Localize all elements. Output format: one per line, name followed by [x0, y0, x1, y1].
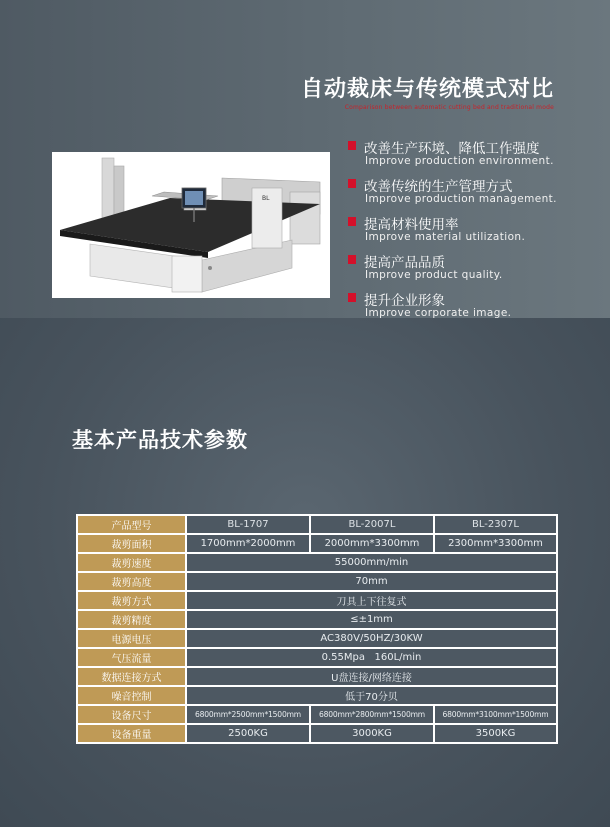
- spec-label: 产品型号: [78, 516, 185, 533]
- table-row: [78, 630, 556, 647]
- spec-value: 2000mm*3300mm: [311, 535, 433, 552]
- spec-value: 2500KG: [187, 725, 309, 742]
- red-square-bullet-icon: [348, 217, 356, 226]
- red-square-bullet-icon: [348, 293, 356, 302]
- spec-value: 2300mm*3300mm: [435, 535, 556, 552]
- specs-title: 基本产品技术参数: [72, 428, 248, 452]
- spec-value: 低于70分贝: [187, 687, 556, 704]
- spec-value: AC380V/50HZ/30KW: [187, 630, 556, 647]
- table-row: [78, 668, 556, 685]
- spec-value: 0.55Mpa 160L/min: [187, 649, 556, 666]
- feature-item: [348, 175, 598, 213]
- spec-value: 刀具上下往复式: [187, 592, 556, 609]
- spec-label: 裁剪速度: [78, 554, 185, 571]
- feature-item: [348, 213, 598, 251]
- spec-value: 6800mm*3100mm*1500mm: [435, 706, 556, 723]
- spec-value: BL-1707: [187, 516, 309, 533]
- spec-label: 裁剪方式: [78, 592, 185, 609]
- feature-zh: 提高材料使用率: [364, 217, 459, 233]
- spec-table: [76, 514, 558, 744]
- feature-en: Improve production environment.: [365, 155, 554, 167]
- table-row: [78, 516, 556, 533]
- feature-zh: 提升企业形象: [364, 293, 445, 309]
- spec-label: 数据连接方式: [78, 668, 185, 685]
- table-row: [78, 687, 556, 704]
- spec-value: U盘连接/网络连接: [187, 668, 556, 685]
- feature-zh: 改善生产环境、降低工作强度: [364, 141, 540, 157]
- spec-label: 气压流量: [78, 649, 185, 666]
- feature-item: [348, 137, 598, 175]
- spec-label: 裁剪面积: [78, 535, 185, 552]
- comparison-title: 自动裁床与传统模式对比: [300, 77, 554, 102]
- table-row: [78, 649, 556, 666]
- spec-label: 裁剪高度: [78, 573, 185, 590]
- spec-value: BL-2007L: [311, 516, 433, 533]
- red-square-bullet-icon: [348, 255, 356, 264]
- spec-value: BL-2307L: [435, 516, 556, 533]
- spec-value: 55000mm/min: [187, 554, 556, 571]
- cutting-machine-image: [52, 152, 330, 298]
- table-row: [78, 592, 556, 609]
- spec-value: ≤±1mm: [187, 611, 556, 628]
- feature-zh: 改善传统的生产管理方式: [364, 179, 513, 195]
- feature-item: [348, 251, 598, 289]
- spec-label: 电源电压: [78, 630, 185, 647]
- spec-value: 6800mm*2800mm*1500mm: [311, 706, 433, 723]
- spec-value: 3000KG: [311, 725, 433, 742]
- table-row: [78, 706, 556, 723]
- table-row: [78, 535, 556, 552]
- table-row: [78, 611, 556, 628]
- spec-value: 1700mm*2000mm: [187, 535, 309, 552]
- feature-en: Improve corporate image.: [365, 307, 512, 319]
- feature-en: Improve product quality.: [365, 269, 503, 281]
- feature-item: [348, 289, 598, 327]
- comparison-subtitle: Comparison between automatic cutting bed and traditional mode: [344, 104, 554, 111]
- table-row: [78, 554, 556, 571]
- machine-brand-label: BL: [262, 195, 270, 202]
- spec-label: 裁剪精度: [78, 611, 185, 628]
- spec-label: 设备重量: [78, 725, 185, 742]
- spec-label: 设备尺寸: [78, 706, 185, 723]
- spec-value: 6800mm*2500mm*1500mm: [187, 706, 309, 723]
- table-row: [78, 725, 556, 742]
- table-row: [78, 573, 556, 590]
- feature-en: Improve material utilization.: [365, 231, 526, 243]
- spec-value: 70mm: [187, 573, 556, 590]
- feature-zh: 提高产品品质: [364, 255, 445, 271]
- cutting-machine-icon: [52, 152, 330, 298]
- spec-value: 3500KG: [435, 725, 556, 742]
- red-square-bullet-icon: [348, 141, 356, 150]
- red-square-bullet-icon: [348, 179, 356, 188]
- feature-en: Improve production management.: [365, 193, 557, 205]
- spec-label: 噪音控制: [78, 687, 185, 704]
- feature-list: [348, 137, 598, 327]
